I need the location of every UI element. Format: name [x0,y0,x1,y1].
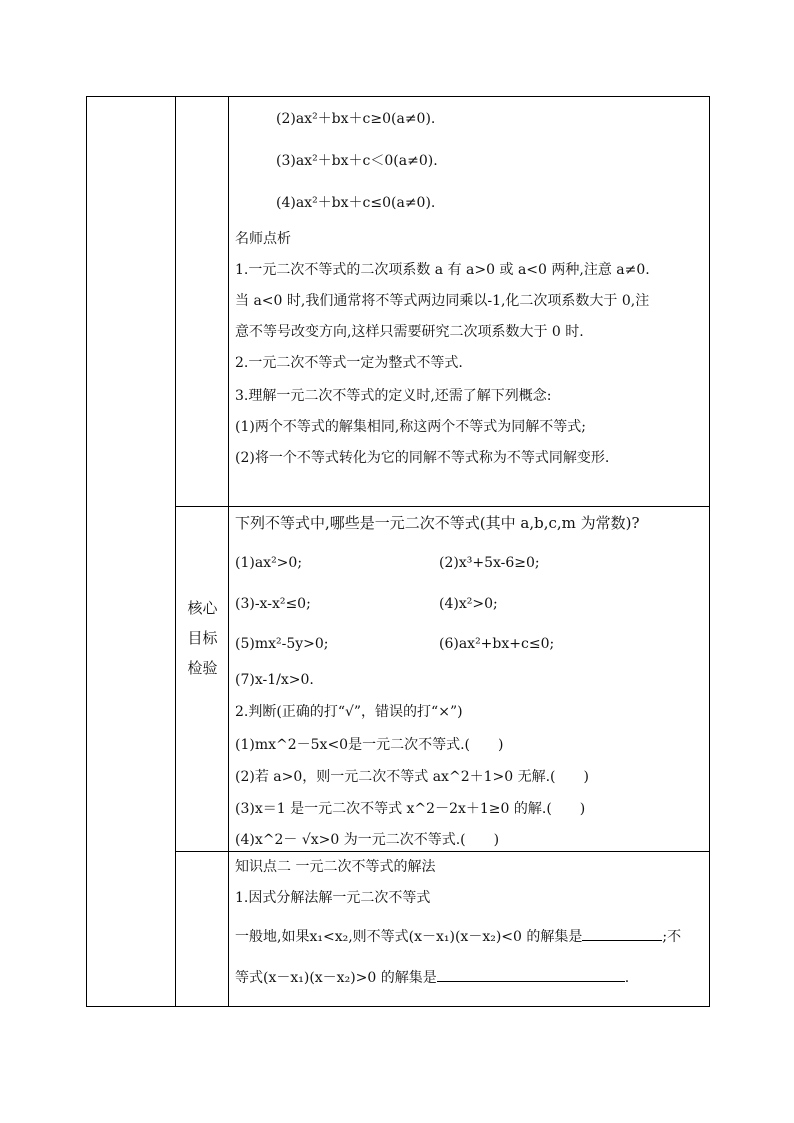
answer-blank[interactable] [582,925,662,941]
text-line: (4)ax²＋bx＋c≤0(a≠0). [276,195,436,211]
lesson-table [86,96,710,1007]
table-row [87,507,710,852]
judge-item: (1)mx^2－5x<0是一元二次不等式.( ) [235,737,504,753]
content-cell-2 [229,507,710,852]
option-item: (1)ax²>0; [235,555,303,571]
option-item: (3)-x-x²≤0; [235,596,311,612]
table-row [87,852,710,1007]
text-line: 意不等号改变方向,这样只需要研究二次项系数大于 0 时. [235,324,584,340]
option-item: (7)x-1/x>0. [235,672,314,688]
text-line: (2)ax²＋bx＋c≥0(a≠0). [276,111,436,127]
side-label-line: 核心 [187,599,218,617]
text-line: 3.理解一元二次不等式的定义时,还需了解下列概念: [235,388,552,404]
option-item: (4)x²>0; [439,596,498,612]
side-cell [176,507,229,852]
text-line: 当 a<0 时,我们通常将不等式两边同乘以-1,化二次项系数大于 0,注 [235,293,650,309]
judge-item: (2)若 a>0，则一元二次不等式 ax^2＋1>0 无解.( ) [235,769,589,785]
text-segment: ;不 [662,929,682,945]
answer-blank[interactable] [437,966,625,982]
side-cell-empty [176,97,229,507]
side-cell-empty [176,852,229,1007]
section-heading: 名师点析 [235,231,291,247]
option-item: (5)mx²-5y>0; [235,636,329,652]
option-item: (6)ax²+bx+c≤0; [439,636,555,652]
sub-heading: 1.因式分解法解一元二次不等式 [235,890,431,906]
text-line: 2.一元二次不等式一定为整式不等式. [235,355,463,371]
text-segment: 等式(x－x₁)(x－x₂)>0 的解集是 [235,970,437,986]
text-segment: . [624,970,630,986]
side-label-line: 检验 [187,659,218,677]
content-cell-3 [229,852,710,1007]
text-line: (1)两个不等式的解集相同,称这两个不等式为同解不等式; [235,419,586,435]
judge-item: (3)x＝1 是一元二次不等式 x^2－2x＋1≥0 的解.( ) [235,801,586,817]
question-text: 下列不等式中,哪些是一元二次不等式(其中 a,b,c,m 为常数)? [235,514,640,532]
text-segment: 一般地,如果x₁<x₂,则不等式(x－x₁)(x－x₂)<0 的解集是 [235,929,583,945]
section-heading: 知识点二 一元二次不等式的解法 [235,859,436,875]
option-item: (2)x³+5x-6≥0; [439,555,540,571]
judge-title: 2.判断(正确的打“√”，错误的打“×”) [235,704,463,720]
text-line: (2)将一个不等式转化为它的同解不等式称为不等式同解变形. [235,450,610,466]
fill-blank-line [235,966,629,988]
table-row [87,97,710,507]
text-line: 1.一元二次不等式的二次项系数 a 有 a>0 或 a<0 两种,注意 a≠0. [235,262,650,278]
left-column-cell [87,97,176,1007]
content-cell-1 [229,97,710,507]
fill-blank-line [235,925,681,947]
judge-item: (4)x^2－ √x>0 为一元二次不等式.( ) [235,832,500,848]
side-label-line: 目标 [187,629,218,647]
text-line: (3)ax²＋bx＋c＜0(a≠0). [276,153,438,169]
